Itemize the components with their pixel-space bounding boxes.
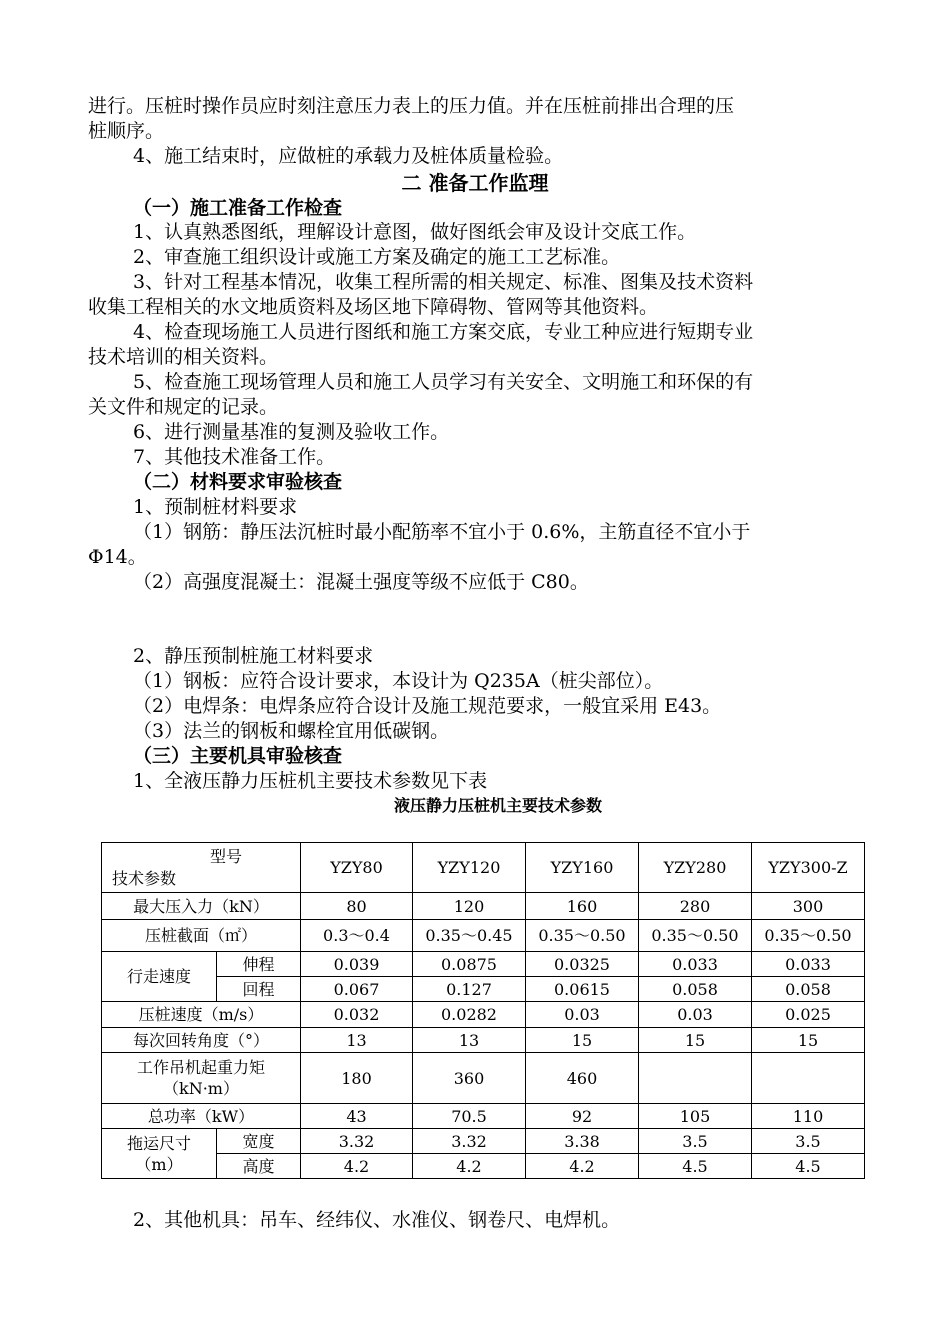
header-param-label: 技术参数 <box>112 868 177 888</box>
table-cell: 0.127 <box>413 977 526 1002</box>
table-row <box>102 1028 865 1053</box>
row-label: 压桩截面（㎡） <box>102 920 301 952</box>
list-item: 1、预制桩材料要求 <box>133 496 298 518</box>
list-item-continuation: Φ14。 <box>88 546 147 568</box>
table-cell: 0.039 <box>301 952 413 977</box>
table-cell: 4.2 <box>526 1154 639 1179</box>
table-cell: 13 <box>301 1028 413 1053</box>
table-cell: 3.38 <box>526 1129 639 1154</box>
table-cell: 3.32 <box>301 1129 413 1154</box>
table-cell: 15 <box>526 1028 639 1053</box>
list-item: 1、全液压静力压桩机主要技术参数见下表 <box>133 770 488 792</box>
list-item: 2、审查施工组织设计或施工方案及确定的施工工艺标准。 <box>133 246 621 268</box>
table-cell <box>752 1053 865 1104</box>
table-cell: 120 <box>413 893 526 920</box>
table-cell: 4.2 <box>301 1154 413 1179</box>
table-cell: 0.03 <box>526 1002 639 1028</box>
list-item: （3）法兰的钢板和螺栓宜用低碳钢。 <box>133 720 450 742</box>
table-cell: 15 <box>752 1028 865 1053</box>
table-cell: 92 <box>526 1104 639 1129</box>
table-cell: 15 <box>639 1028 752 1053</box>
table-cell: 3.5 <box>639 1129 752 1154</box>
list-item: （2）高强度混凝土：混凝土强度等级不应低于 C80。 <box>133 571 589 593</box>
table-cell <box>639 1053 752 1104</box>
model-header: YZY280 <box>639 843 752 893</box>
table-cell: 13 <box>413 1028 526 1053</box>
row-label: 总功率（kW） <box>102 1104 301 1129</box>
table-cell: 460 <box>526 1053 639 1104</box>
table-cell: 70.5 <box>413 1104 526 1129</box>
table-cell: 4.2 <box>413 1154 526 1179</box>
list-item-continuation: 收集工程相关的水文地质资料及场区地下障碍物、管网等其他资料。 <box>88 296 659 318</box>
row-group-label: 行走速度 <box>102 952 217 1002</box>
spec-table <box>101 842 865 1179</box>
list-item: （2）电焊条：电焊条应符合设计及施工规范要求，一般宜采用 E43。 <box>133 695 722 717</box>
list-item: 2、静压预制桩施工材料要求 <box>133 645 374 667</box>
table-row <box>102 977 865 1002</box>
table-cell: 0.35～0.45 <box>413 920 526 952</box>
table-row <box>102 952 865 977</box>
table-cell: 43 <box>301 1104 413 1129</box>
model-header: YZY300-Z <box>752 843 865 893</box>
paragraph-line: 进行。压桩时操作员应时刻注意压力表上的压力值。并在压桩前排出合理的压 <box>88 95 735 117</box>
header-model-label: 型号 <box>210 846 243 866</box>
table-cell: 0.0325 <box>526 952 639 977</box>
row-group-label <box>102 1129 217 1179</box>
table-row <box>102 920 865 952</box>
table-row <box>102 1104 865 1129</box>
table-cell: 4.5 <box>639 1154 752 1179</box>
list-item: 5、检查施工现场管理人员和施工人员学习有关安全、文明施工和环保的有 <box>133 371 754 393</box>
table-cell: 0.03 <box>639 1002 752 1028</box>
list-item: 4、检查现场施工人员进行图纸和施工方案交底，专业工种应进行短期专业 <box>133 321 754 343</box>
row-sublabel: 高度 <box>217 1154 301 1179</box>
table-cell: 3.32 <box>413 1129 526 1154</box>
table-cell: 0.3～0.4 <box>301 920 413 952</box>
table-cell: 3.5 <box>752 1129 865 1154</box>
table-cell: 0.0875 <box>413 952 526 977</box>
table-cell: 80 <box>301 893 413 920</box>
row-sublabel: 回程 <box>217 977 301 1002</box>
row-sublabel: 伸程 <box>217 952 301 977</box>
subsection-title: （二）材料要求审验核查 <box>133 471 343 493</box>
list-item: （1）钢筋：静压法沉桩时最小配筋率不宜小于 0.6%，主筋直径不宜小于 <box>133 521 751 543</box>
list-item: 6、进行测量基准的复测及验收工作。 <box>133 421 450 443</box>
table-cell: 110 <box>752 1104 865 1129</box>
model-header: YZY120 <box>413 843 526 893</box>
table-caption: 液压静力压桩机主要技术参数 <box>393 796 602 815</box>
table-row <box>102 893 865 920</box>
paragraph-line: 桩顺序。 <box>88 120 165 142</box>
table-cell: 0.0282 <box>413 1002 526 1028</box>
model-header: YZY80 <box>301 843 413 893</box>
table-cell: 0.058 <box>639 977 752 1002</box>
list-item: （1）钢板：应符合设计要求，本设计为 Q235A（桩尖部位）。 <box>133 670 664 692</box>
table-cell: 0.033 <box>752 952 865 977</box>
list-item-continuation: 技术培训的相关资料。 <box>88 346 279 368</box>
paragraph-line: 4、施工结束时，应做桩的承载力及桩体质量检验。 <box>133 145 564 167</box>
table-row <box>102 1154 865 1179</box>
table-cell: 0.35～0.50 <box>639 920 752 952</box>
header-corner-cell <box>102 843 301 893</box>
list-item: 7、其他技术准备工作。 <box>133 446 336 468</box>
table-cell: 0.067 <box>301 977 413 1002</box>
transport-label-line2: （m） <box>135 1154 183 1174</box>
list-item: 1、认真熟悉图纸，理解设计意图，做好图纸会审及设计交底工作。 <box>133 221 697 243</box>
crane-label-line2: （kN·m） <box>163 1079 239 1098</box>
table-row <box>102 1053 865 1104</box>
model-header: YZY160 <box>526 843 639 893</box>
table-cell: 180 <box>301 1053 413 1104</box>
table-cell: 0.025 <box>752 1002 865 1028</box>
table-cell: 105 <box>639 1104 752 1129</box>
row-label: 压桩速度（m/s） <box>102 1002 301 1028</box>
section-title: 二 准备工作监理 <box>401 171 549 195</box>
table-cell: 0.35～0.50 <box>526 920 639 952</box>
table-row <box>102 1002 865 1028</box>
table-cell: 160 <box>526 893 639 920</box>
table-cell: 360 <box>413 1053 526 1104</box>
crane-label-line1: 工作吊机起重力矩 <box>136 1058 265 1077</box>
row-sublabel: 宽度 <box>217 1129 301 1154</box>
subsection-title: （一）施工准备工作检查 <box>133 197 343 219</box>
table-cell: 0.0615 <box>526 977 639 1002</box>
table-cell: 300 <box>752 893 865 920</box>
list-item: 3、针对工程基本情况，收集工程所需的相关规定、标准、图集及技术资料 <box>133 271 754 293</box>
row-label: 最大压入力（kN） <box>102 893 301 920</box>
subsection-title: （三）主要机具审验核查 <box>133 745 343 767</box>
row-label <box>102 1053 301 1104</box>
table-row <box>102 1129 865 1154</box>
table-header-row <box>102 843 865 893</box>
table-cell: 0.35～0.50 <box>752 920 865 952</box>
list-item: 2、其他机具：吊车、经纬仪、水准仪、钢卷尺、电焊机。 <box>133 1209 621 1231</box>
table-cell: 0.033 <box>639 952 752 977</box>
transport-label-line1: 拖运尺寸 <box>126 1133 191 1153</box>
row-label: 每次回转角度（°） <box>102 1028 301 1053</box>
table-cell: 0.058 <box>752 977 865 1002</box>
table-cell: 4.5 <box>752 1154 865 1179</box>
table-cell: 0.032 <box>301 1002 413 1028</box>
table-cell: 280 <box>639 893 752 920</box>
list-item-continuation: 关文件和规定的记录。 <box>88 396 279 418</box>
